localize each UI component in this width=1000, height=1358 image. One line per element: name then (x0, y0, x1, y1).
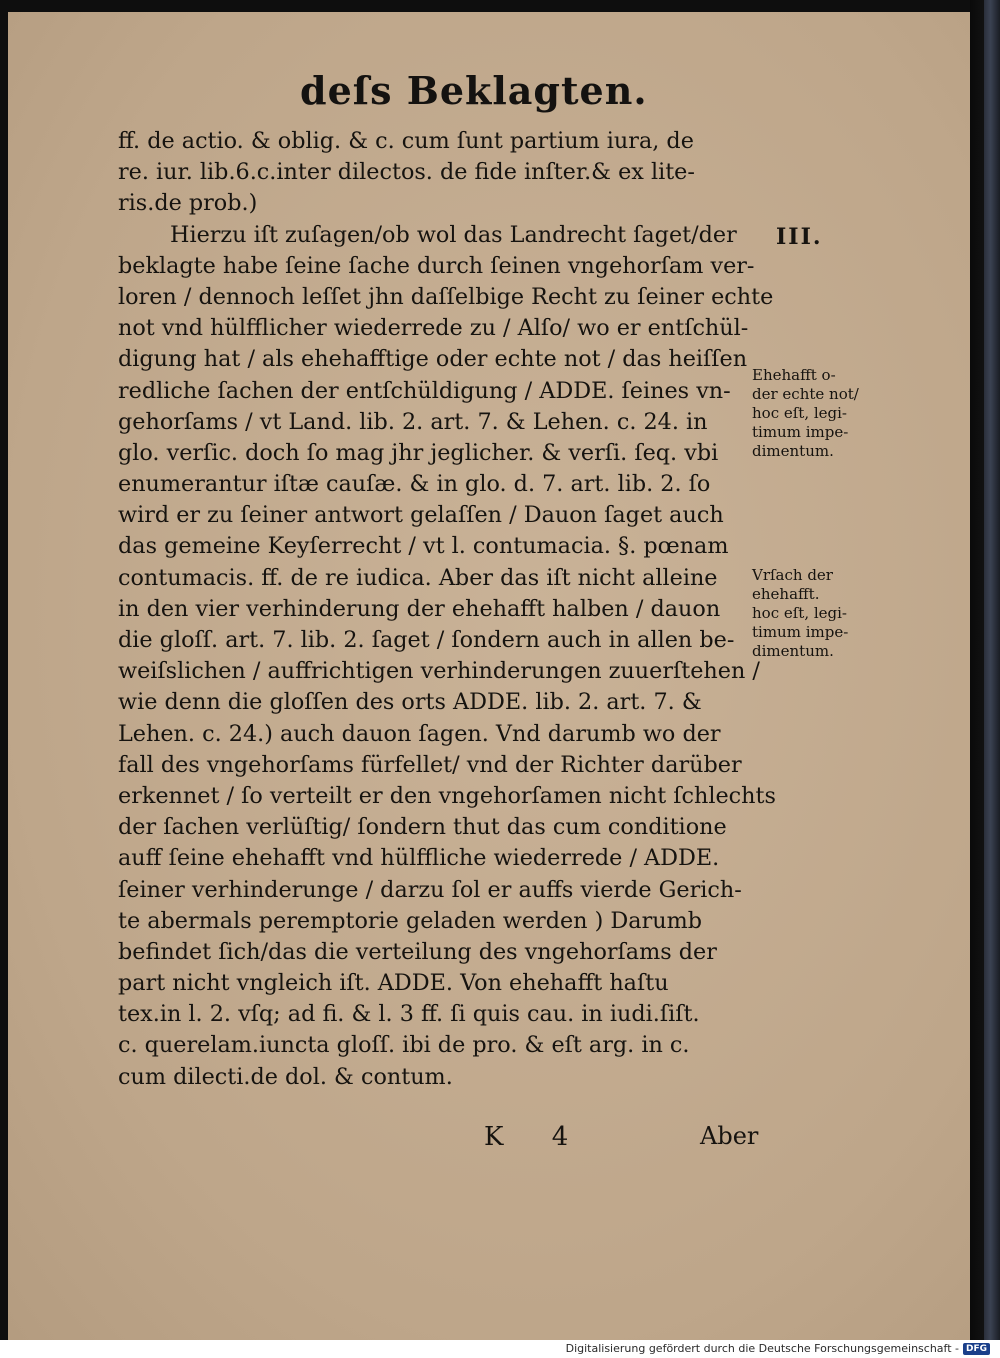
margin-note-line: timum impe- (752, 423, 849, 441)
text-line: re. iur. lib.6.c.inter dilectos. de fide inſter.& ex lite- (118, 159, 695, 186)
text-line: not vnd hülfflicher wiederrede zu / Alſo/ wo er entſchül- (118, 315, 749, 342)
credit-text: Digitalisierung gefördert durch die Deutsche Forschungsgemeinschaft - (565, 1342, 959, 1355)
text-line: loren / dennoch leſſet jhn daſſelbige Recht zu ſeiner echte (118, 283, 774, 310)
text-line: digung hat / als ehehafftige oder echte not / das heiſſen (118, 346, 748, 373)
margin-note-line: hoc eſt, legi- (752, 404, 847, 422)
signature-mark: K 4 (484, 1122, 589, 1152)
text-line: das gemeine Keyſerrecht / vt l. contumacia. §. pœnam (118, 533, 729, 560)
binding-strip (984, 0, 1000, 1340)
text-line: wie denn die gloſſen des orts ADDE. lib. 2. art. 7. & (118, 689, 702, 716)
text-line: erkennet / ſo verteilt er den vngehorſamen nicht ſchlechts (118, 782, 776, 809)
margin-note-line: hoc eſt, legi- (752, 604, 847, 622)
margin-note-line: dimentum. (752, 442, 834, 460)
margin-note-line: Vrſach der (752, 566, 833, 584)
text-line: contumacis. ff. de re iudica. Aber das iſt nicht alleine (118, 564, 718, 591)
folio-number: III. (776, 224, 823, 250)
text-line: glo. verſic. doch ſo mag jhr jeglicher. & verſi. ſeq. vbi (118, 439, 719, 466)
text-line: c. querelam.iuncta gloſſ. ibi de pro. & eſt arg. in c. (118, 1032, 690, 1059)
text-line: cum dilecti.de dol. & contum. (118, 1063, 453, 1090)
margin-note-ehehafft (752, 366, 872, 461)
text-line: redliche ſachen der entſchüldigung / ADDE. ſeines vn- (118, 377, 731, 404)
text-line: te abermals peremptorie geladen werden ) Darumb (118, 907, 703, 934)
dfg-logo-icon: DFG (963, 1343, 990, 1355)
text-line: auff ſeine ehehafft vnd hülffliche wiederrede / ADDE. (118, 845, 720, 872)
text-line: tex.in l. 2. vſq; ad fi. & l. 3 ff. ſi quis cau. in iudi.ſiſt. (118, 1001, 700, 1028)
text-line: Lehen. c. 24.) auch dauon ſagen. Vnd darumb wo der (118, 720, 721, 747)
text-line: ris.de prob.) (118, 190, 258, 217)
margin-note-line: ehehafft. (752, 585, 820, 603)
text-line: ff. de actio. & oblig. & c. cum ſunt partium iura, de (118, 128, 694, 154)
text-line: beklagte habe ſeine ſache durch ſeinen vngehorſam ver- (118, 252, 755, 279)
text-line: die gloſſ. art. 7. lib. 2. ſaget / ſondern auch in allen be- (118, 627, 735, 653)
text-line: fall des vngehorſams fürfellet/ vnd der Richter darüber (118, 751, 742, 778)
text-line: weiſslichen / auffrichtigen verhinderungen zuuerſtehen / (118, 658, 760, 685)
text-line: ſeiner verhinderunge / darzu ſol er auffs vierde Gerich- (118, 876, 742, 903)
margin-note-line: timum impe- (752, 623, 849, 641)
margin-note-vrsach (752, 566, 872, 661)
text-line: part nicht vngleich iſt. ADDE. Von ehehafft haſtu (118, 970, 669, 997)
text-line: in den vier verhinderung der ehehafft halben / dauon (118, 595, 721, 622)
margin-note-line: dimentum. (752, 642, 834, 660)
digitization-credit (566, 1342, 990, 1355)
text-line: Hierzu iſt zuſagen/ob wol das Landrecht ſaget/der (170, 221, 737, 248)
text-line: enumerantur iſtæ cauſæ. & in glo. d. 7. art. lib. 2. ſo (118, 471, 711, 498)
text-line: befindet ſich/das die verteilung des vngehorſams der (118, 938, 717, 965)
running-title: deſs Beklagten. (300, 68, 648, 113)
main-text-block (118, 126, 776, 1093)
catchword: Aber (700, 1122, 759, 1150)
text-line: wird er zu ſeiner antwort gelaſſen / Dauon ſaget auch (118, 502, 724, 529)
text-line: der ſachen verlüſtig/ ſondern thut das cum conditione (118, 814, 727, 841)
text-line: gehorſams / vt Land. lib. 2. art. 7. & Lehen. c. 24. in (118, 408, 708, 435)
margin-note-line: Ehehafft o- (752, 366, 836, 384)
margin-note-line: der echte not/ (752, 385, 859, 403)
